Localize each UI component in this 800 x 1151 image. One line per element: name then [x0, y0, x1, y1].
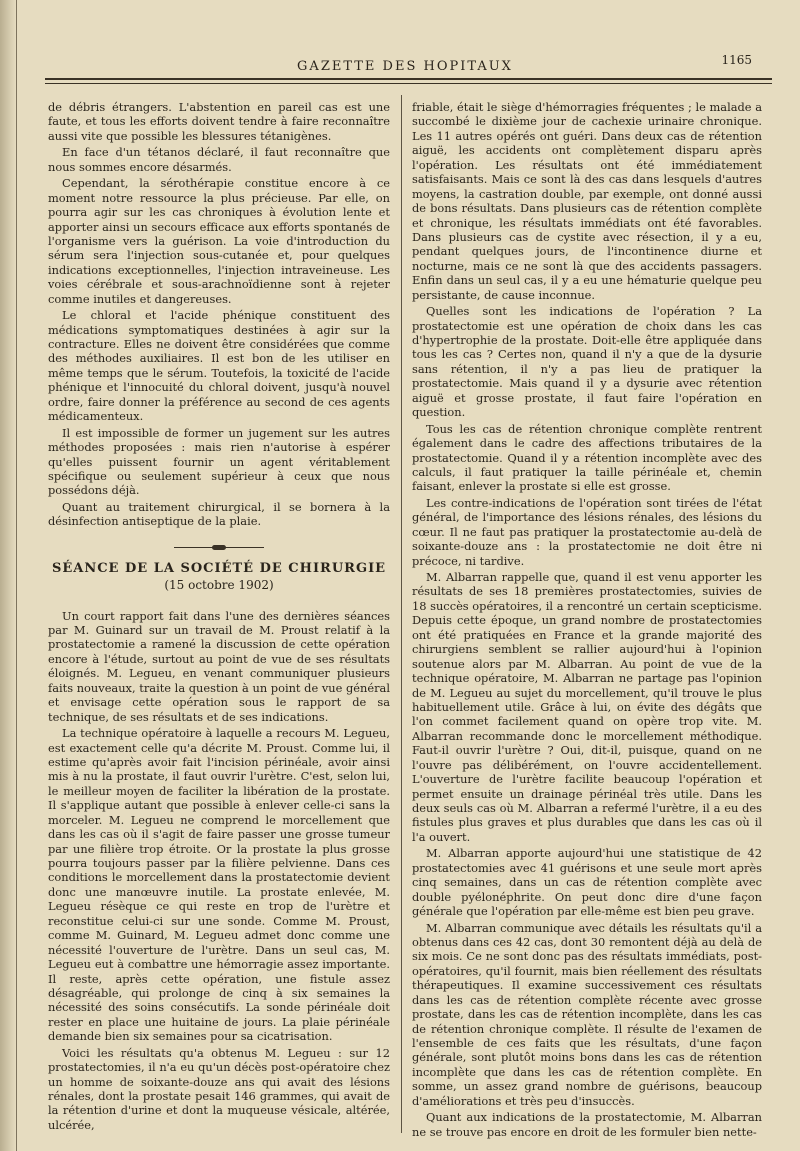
header-rule-thin	[45, 83, 772, 84]
section-separator-ornament	[174, 545, 264, 550]
page-header	[40, 55, 770, 77]
paragraph: Il est impossible de former un jugement sur les autres méthodes proposées : mais rien n'autorise à espérer qu'elles puissent fournir un agent véritablement spécifique ou seulement supérieur à ceux que nous possédons déjà.	[48, 425, 390, 498]
paragraph: Quelles sont les indications de l'opération ? La prostatectomie est une opération de choix dans les cas d'hypertrophie de la prostate. Doit-elle être appliquée dans tous les cas ? Certes non, quand il n'y a que de la dysurie sans rétention, il n'y a pas lieu de pratiquer la prostatectomie. Mais quand il y a dysurie avec rétention aiguë et grosse prostate, il faut faire l'opération en question.	[412, 304, 762, 420]
paragraph: Cependant, la sérothérapie constitue encore à ce moment notre ressource la plus précieuse. Par elle, on pourra agir sur les cas chroniques à évolution lente et apporter ainsi un secours efficace aux efforts spontanés de l'organisme vers la guérison. La voie d'introduction du sérum sera l'injection sous-cutanée et, pour quelques indications exceptionnelles, l'injection intraveineuse. Les voies cérébrale et sous-arachnoïdienne sont à rejeter comme inutiles et dangereuses.	[48, 176, 390, 306]
paragraph: Tous les cas de rétention chronique complète rentrent également dans le cadre des affections tributaires de la prostatectomie. Quand il y a rétention incomplète avec des calculs, il faut pratiquer la taille périnéale et, chemin faisant, enlever la prostate si elle est grosse.	[412, 421, 762, 494]
paragraph: de débris étrangers. L'abstention en pareil cas est une faute, et tous les efforts doivent tendre à faire reconnaître aussi vite que possible les blessures tétanigènes.	[48, 100, 390, 143]
section-title: SÉANCE DE LA SOCIÉTÉ DE CHIRURGIE	[51, 560, 387, 576]
right-column	[412, 100, 762, 1139]
header-rule-thick	[45, 78, 772, 80]
paragraph: M. Albarran rappelle que, quand il est venu apporter les résultats de ses 18 premières prostatectomies, suivies de 18 succès opératoires, il a rencontré un certain scepticisme. Depuis cette époque, un grand nombre de prostatectomies ont été pratiquées en France et la grande majorité des chirurgiens semblent se rallier aujourd'hui à l'opinion soutenue alors par M. Albarran. Au point de vue de la technique opératoire, M. Albarran ne partage pas l'opinion de M. Legueu au sujet du morcellement, qu'il trouve le plus habituellement utile. Grâce à lui, on évite des dégâts que l'on commet facilement quand on opère trop vite. M. Albarran recommande donc le morcellement méthodique. Faut-il ouvrir l'urètre ? Oui, dit-il, puisque, quand on ne l'ouvre pas délibérément, on l'ouvre accidentellement. L'ouverture de l'urètre facilite beaucoup l'opération et permet ensuite un drainage périnéal très utile. Dans les deux seuls cas où M. Albarran a refermé l'urètre, il a eu des fistules plus graves et plus durables que dans les cas où il l'a ouvert.	[412, 570, 762, 844]
paragraph: M. Albarran apporte aujourd'hui une statistique de 42 prostatectomies avec 41 guérisons et une seule mort après cinq semaines, dans un cas de rétention complète avec double pyélonéphrite. On peut donc dire d'une façon générale que l'opération par elle-même est bien peu grave.	[412, 846, 762, 919]
page-binding-edge	[0, 0, 17, 1151]
paragraph: friable, était le siège d'hémorragies fréquentes ; le malade a succombé le dixième jour de cachexie urinaire chronique. Les 11 autres opérés ont guéri. Dans deux cas de rétention aiguë, les accidents ont complètement disparu après l'opération. Les résultats ont été immédiatement satisfaisants. Mais ce sont là des cas dans lesquels d'autres moyens, la castration double, par exemple, ont donné aussi de bons résultats. Dans plusieurs cas de rétention complète et chronique, les résultats immédiats ont été favorables. Dans plusieurs cas de cystite avec résection, il y a eu, pendant quelques jours, de l'incontinence diurne et nocturne, mais ce ne sont là que des accidents passagers. Enfin dans un seul cas, il y a eu une hématurie quelque peu persistante, de cause inconnue.	[412, 100, 762, 302]
paragraph: M. Albarran communique avec détails les résultats qu'il a obtenus dans ces 42 cas, dont 30 remontent déjà au delà de six mois. Ce ne sont donc pas des résultats immédiats, post-opératoires, qu'il fournit, mais bien réellement des résultats thérapeutiques. Il examine successivement ces résultats dans les cas de rétention complète récente avec grosse prostate, dans les cas de rétention incomplète, dans les cas de rétention chronique complète. Il résulte de l'examen de l'ensemble de ces faits que les résultats, d'une façon générale, sont plutôt moins bons dans les cas de rétention incomplète que dans les cas de rétention complète. En somme, un assez grand nombre de guérisons, beaucoup d'améliorations et très peu d'insuccès.	[412, 920, 762, 1108]
left-column	[48, 100, 390, 1132]
column-divider	[401, 95, 402, 1133]
journal-title: GAZETTE DES HOPITAUX	[297, 59, 513, 74]
paragraph: Le chloral et l'acide phénique constituent des médications symptomatiques destinées à agir sur la contracture. Elles ne doivent être considérées que comme des méthodes auxiliaires. Il est bon de les utiliser en même temps que le sérum. Toutefois, la toxicité de l'acide phénique et l'innocuité du chloral doivent, jusqu'à nouvel ordre, faire donner la préférence au second de ces agents médicamenteux.	[48, 308, 390, 424]
paragraph: En face d'un tétanos déclaré, il faut reconnaître que nous sommes encore désarmés.	[48, 145, 390, 174]
page-number: 1165	[721, 53, 752, 67]
section-date: (15 octobre 1902)	[164, 578, 274, 593]
paragraph: Quant au traitement chirurgical, il se bornera à la désinfection antiseptique de la plaie.	[48, 499, 390, 529]
paragraph: Un court rapport fait dans l'une des dernières séances par M. Guinard sur un travail de M. Proust relatif à la prostatectomie a ramené la discussion de cette opération encore à l'étude, surtout au point de vue de ses résultats éloignés. M. Legueu, en venant communiquer plusieurs faits nouveaux, traite la question à un point de vue général et envisage cette opération sous le rapport de sa technique, de ses résultats et de ses indications.	[48, 608, 390, 724]
paragraph: Les contre-indications de l'opération sont tirées de l'état général, de l'importance des lésions rénales, des lésions du cœur. Il ne faut pas pratiquer la prostatectomie au-delà de soixante-douze ans : la prostatectomie ne doit être ni précoce, ni tardive.	[412, 495, 762, 568]
paragraph: Voici les résultats qu'a obtenus M. Legueu : sur 12 prostatectomies, il n'a eu qu'un décès post-opératoire chez un homme de soixante-douze ans qui avait des lésions rénales, dont la prostate pesait 146 grammes, qui avait de la rétention d'urine et dont la muqueuse vésicale, altérée, ulcérée,	[48, 1045, 390, 1132]
paragraph: Quant aux indications de la prostatectomie, M. Albarran ne se trouve pas encore en droit de les formuler bien nette-	[412, 1110, 762, 1139]
paragraph: La technique opératoire à laquelle a recours M. Legueu, est exactement celle qu'a décrite M. Proust. Comme lui, il estime qu'après avoir fait l'incision périnéale, avoir ainsi mis à nu la prostate, il faut ouvrir l'urètre. C'est, selon lui, le meilleur moyen de faciliter la libération de la prostate. Il s'applique autant que possible à enlever celle-ci sans la morceler. M. Legueu ne comprend le morcellement que dans les cas où il s'agit de faire passer une grosse tumeur par une filière trop étroite. Or la prostate la plus grosse pourra toujours passer par la filière pelvienne. Dans ces conditions le morcellement dans la prostatectomie devient donc une manœuvre inutile. La prostate enlevée, M. Legueu résèque ce qui reste en trop de l'urètre et reconstitue celui-ci sur une sonde. Comme M. Proust, comme M. Guinard, M. Legueu admet donc comme une nécessité l'ouverture de l'urètre. Dans un seul cas, M. Legueu eut à combattre une hémorragie assez importante. Il reste, après cette opération, une fistule assez désagréable, qui prolonge de cinq à six semaines la nécessité des soins consécutifs. La sonde périnéale doit rester en place une huitaine de jours. La plaie périnéale demande bien six semaines pour sa cicatrisation.	[48, 726, 390, 1044]
